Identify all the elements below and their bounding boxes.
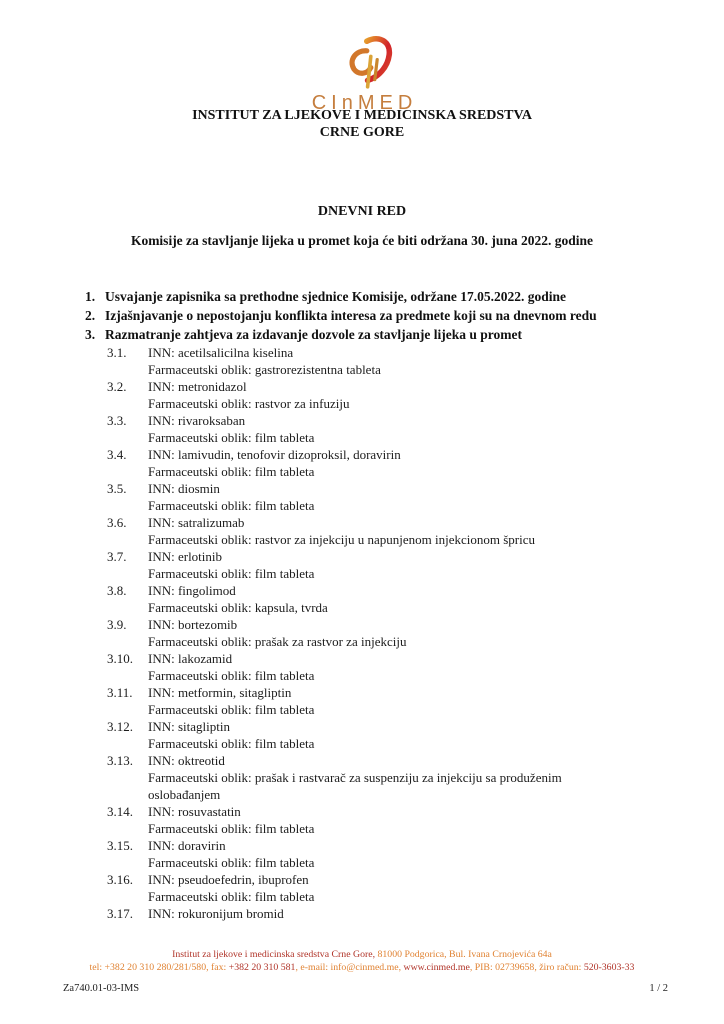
subitem-oblik: Farmaceutski oblik: film tableta	[148, 889, 315, 904]
subitem-inn: INN: sitagliptin	[148, 719, 230, 734]
agenda-sub-item	[107, 752, 630, 803]
subitem-inn: INN: diosmin	[148, 481, 220, 496]
subitem-oblik: Farmaceutski oblik: rastvor za injekciju u napunjenom injekcionom špricu	[148, 532, 536, 547]
subitem-inn: INN: acetilsalicilna kiselina	[148, 345, 294, 360]
subitem-number: 3.6.	[107, 515, 127, 530]
subitem-body	[148, 378, 630, 412]
cinmed-logo-icon	[324, 34, 400, 90]
subitem-number: 3.12.	[107, 719, 133, 734]
subitem-body	[148, 905, 630, 922]
agenda-sub-item	[107, 905, 630, 922]
subitem-body	[148, 616, 630, 650]
subitem-inn: INN: rivaroksaban	[148, 413, 246, 428]
subitem-oblik: Farmaceutski oblik: rastvor za infuziju	[148, 396, 350, 411]
logo-wordmark: CInMED	[311, 92, 418, 114]
agenda-sub-item	[107, 616, 630, 650]
subitem-oblik: Farmaceutski oblik: film tableta	[148, 668, 315, 683]
subitem-number: 3.9.	[107, 617, 127, 632]
agenda-item-number: 1.	[85, 289, 96, 304]
agenda-sub-item	[107, 446, 630, 480]
page-number: 1 / 2	[649, 983, 668, 994]
agenda-item-1	[85, 287, 630, 306]
agenda-sub-item	[107, 871, 630, 905]
agenda-sub-list	[107, 344, 630, 922]
subitem-number: 3.15.	[107, 838, 133, 853]
subitem-number: 3.8.	[107, 583, 127, 598]
agenda-sub-item	[107, 837, 630, 871]
subitem-number: 3.5.	[107, 481, 127, 496]
agenda-item-3	[85, 325, 630, 344]
subitem-number: 3.3.	[107, 413, 127, 428]
subitem-body	[148, 412, 630, 446]
subitem-body	[148, 684, 630, 718]
subitem-inn: INN: fingolimod	[148, 583, 236, 598]
agenda-item-number: 2.	[85, 308, 96, 323]
page-title: DNEVNI RED	[317, 204, 407, 219]
subitem-number: 3.13.	[107, 753, 133, 768]
agenda-sub-item	[107, 803, 630, 837]
org-name-line1: INSTITUT ZA LJEKOVE I MEDICINSKA SREDSTVA	[192, 108, 532, 123]
subitem-oblik: Farmaceutski oblik: film tableta	[148, 821, 315, 836]
agenda-sub-item	[107, 582, 630, 616]
agenda-sub-item	[107, 480, 630, 514]
subitem-number: 3.11.	[107, 685, 133, 700]
subitem-number: 3.7.	[107, 549, 127, 564]
footer-address-line	[0, 948, 724, 961]
footer-contact-line	[0, 961, 724, 974]
document-code: Za740.01-03-IMS	[63, 983, 140, 994]
agenda-sub-item	[107, 514, 630, 548]
subitem-oblik: Farmaceutski oblik: kapsula, tvrda	[148, 600, 328, 615]
page-subtitle: Komisije za stavljanje lijeka u promet koja će biti održana 30. juna 2022. godine	[130, 233, 594, 248]
subitem-inn: INN: satralizumab	[148, 515, 245, 530]
subitem-number: 3.10.	[107, 651, 133, 666]
subitem-oblik: Farmaceutski oblik: gastrorezistentna tableta	[148, 362, 381, 377]
subitem-inn: INN: bortezomib	[148, 617, 238, 632]
subitem-oblik: Farmaceutski oblik: prašak za rastvor za injekciju	[148, 634, 407, 649]
agenda-sub-item	[107, 684, 630, 718]
footer	[0, 948, 724, 994]
subitem-number: 3.17.	[107, 906, 133, 921]
subitem-inn: INN: erlotinib	[148, 549, 223, 564]
subitem-number: 3.16.	[107, 872, 133, 887]
agenda	[85, 287, 630, 922]
subitem-body	[148, 480, 630, 514]
subitem-body	[148, 871, 630, 905]
agenda-item-2	[85, 306, 630, 325]
subitem-number: 3.2.	[107, 379, 127, 394]
org-name-line2: CRNE GORE	[319, 125, 405, 140]
agenda-item-number: 3.	[85, 327, 96, 342]
subitem-inn: INN: oktreotid	[148, 753, 225, 768]
subitem-body	[148, 344, 630, 378]
subitem-inn: INN: rosuvastatin	[148, 804, 241, 819]
footer-contact-segment: 520-3603-33	[583, 962, 635, 973]
agenda-sub-item	[107, 344, 630, 378]
subitem-inn: INN: metronidazol	[148, 379, 247, 394]
subitem-oblik: Farmaceutski oblik: film tableta	[148, 855, 315, 870]
subitem-body	[148, 803, 630, 837]
agenda-item-text: Razmatranje zahtjeva za izdavanje dozvole za stavljanje lijeka u promet	[105, 327, 523, 342]
subitem-body	[148, 514, 630, 548]
subitem-oblik: Farmaceutski oblik: film tableta	[148, 430, 315, 445]
subitem-body	[148, 548, 630, 582]
agenda-item-text: Usvajanje zapisnika sa prethodne sjednice Komisije, održane 17.05.2022. godine	[105, 289, 567, 304]
subitem-oblik: Farmaceutski oblik: film tableta	[148, 702, 315, 717]
subitem-body	[148, 752, 630, 803]
agenda-sub-item	[107, 378, 630, 412]
agenda-sub-item	[107, 650, 630, 684]
subitem-number: 3.14.	[107, 804, 133, 819]
subitem-oblik: Farmaceutski oblik: film tableta	[148, 566, 315, 581]
subitem-oblik: Farmaceutski oblik: film tableta	[148, 498, 315, 513]
org-name	[0, 107, 724, 141]
agenda-item-text: Izjašnjavanje o nepostojanju konflikta interesa za predmete koji su na dnevnom redu	[105, 308, 597, 323]
subitem-body	[148, 837, 630, 871]
footer-contact-segment: +382 20 310 581	[228, 962, 296, 973]
subitem-inn: INN: metformin, sitagliptin	[148, 685, 292, 700]
subitem-number: 3.4.	[107, 447, 127, 462]
subitem-body	[148, 582, 630, 616]
subitem-body	[148, 446, 630, 480]
footer-meta-row	[0, 974, 724, 994]
logo-block	[0, 34, 724, 115]
subitem-inn: INN: rokuronijum bromid	[148, 906, 284, 921]
subitem-number: 3.1.	[107, 345, 127, 360]
agenda-sub-item	[107, 548, 630, 582]
subitem-oblik: Farmaceutski oblik: film tableta	[148, 736, 315, 751]
agenda-sub-item	[107, 412, 630, 446]
footer-address-street: 81000 Podgorica, Bul. Ivana Crnojevića 64a	[375, 949, 552, 960]
subitem-body	[148, 718, 630, 752]
footer-address-institute: Institut za ljekove i medicinska sredstva Crne Gore,	[172, 949, 376, 960]
subitem-inn: INN: pseudoefedrin, ibuprofen	[148, 872, 309, 887]
footer-contact-segment: tel: +382 20 310 280/281/580, fax:	[89, 962, 229, 973]
footer-contact-segment: www.cinmed.me	[403, 962, 470, 973]
subitem-inn: INN: doravirin	[148, 838, 226, 853]
agenda-sub-item	[107, 718, 630, 752]
footer-contact-segment: , e-mail: info@cinmed.me,	[295, 962, 404, 973]
subitem-oblik: Farmaceutski oblik: film tableta	[148, 464, 315, 479]
subitem-body	[148, 650, 630, 684]
footer-contact-segment: , PIB: 02739658, žiro račun:	[469, 962, 584, 973]
subitem-inn: INN: lamivudin, tenofovir dizoproksil, doravirin	[148, 447, 401, 462]
subitem-oblik: Farmaceutski oblik: prašak i rastvarač za suspenziju za injekciju sa produženim oslobađanjem	[148, 770, 562, 802]
subitem-inn: INN: lakozamid	[148, 651, 233, 666]
